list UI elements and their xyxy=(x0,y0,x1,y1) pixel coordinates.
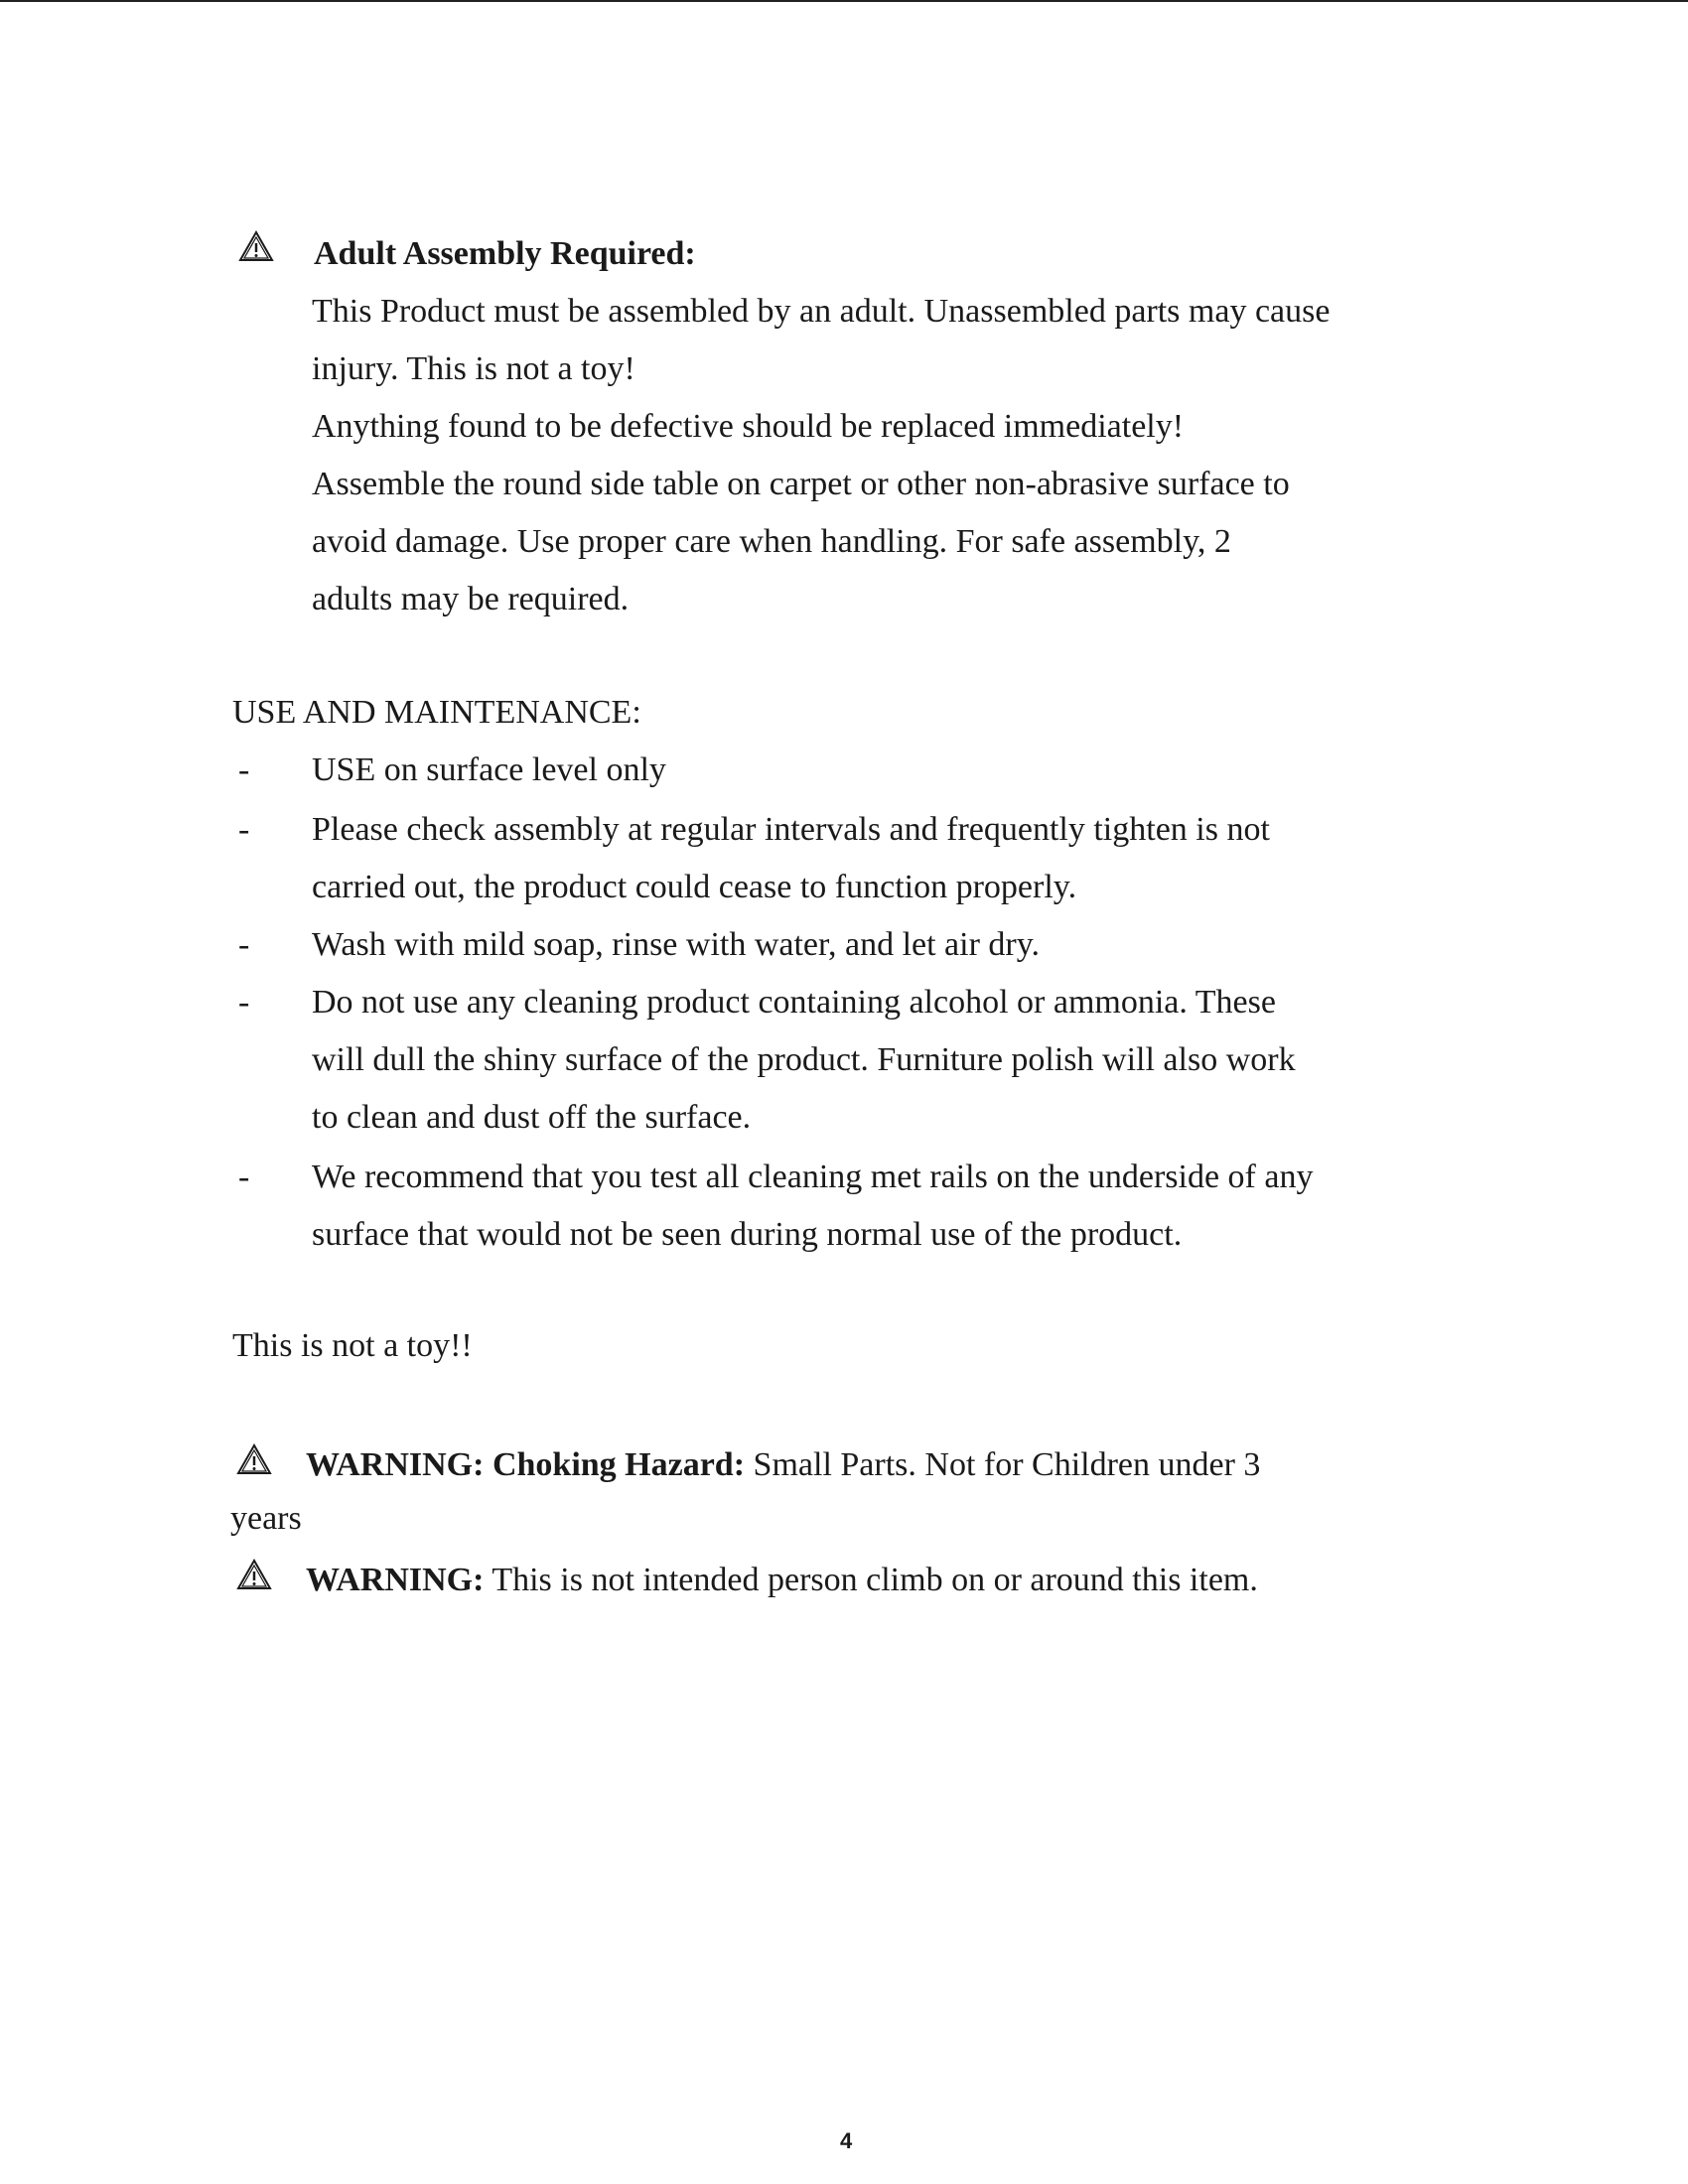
choking-warning xyxy=(306,1445,1260,1485)
list-bullet: - xyxy=(238,751,250,788)
list-item: Please check assembly at regular intervals and frequently tighten is not xyxy=(312,811,1270,848)
assembly-line: Anything found to be defective should be replaced immediately! xyxy=(312,408,1185,445)
list-item-continuation: carried out, the product could cease to function properly. xyxy=(312,869,1077,905)
assembly-line: adults may be required. xyxy=(312,581,630,617)
list-bullet: - xyxy=(238,984,250,1021)
climb-warning xyxy=(306,1561,1258,1600)
warning-triangle-icon xyxy=(236,1559,272,1590)
choking-warning-continuation: years xyxy=(230,1500,302,1537)
list-bullet: - xyxy=(238,811,250,848)
list-item-continuation: surface that would not be seen during normal use of the product. xyxy=(312,1216,1183,1253)
choking-warning-text: Small Parts. Not for Children under 3 xyxy=(753,1446,1261,1483)
warning-triangle-icon xyxy=(238,230,274,262)
list-bullet: - xyxy=(238,926,250,963)
list-item: USE on surface level only xyxy=(312,751,666,788)
list-item: We recommend that you test all cleaning met rails on the underside of any xyxy=(312,1159,1314,1195)
list-item-continuation: will dull the shiny surface of the product. Furniture polish will also work xyxy=(312,1041,1296,1078)
top-rule xyxy=(0,0,1688,2)
warning-label: WARNING: xyxy=(306,1562,485,1598)
assembly-line: injury. This is not a toy! xyxy=(312,350,635,387)
list-item-continuation: to clean and dust off the surface. xyxy=(312,1099,752,1136)
choking-hazard-label: Choking Hazard: xyxy=(492,1446,746,1483)
list-item: Wash with mild soap, rinse with water, and let air dry. xyxy=(312,926,1041,963)
assembly-line: This Product must be assembled by an adult. Unassembled parts may cause xyxy=(312,293,1331,330)
warning-triangle-icon xyxy=(236,1443,272,1475)
maintenance-heading: USE AND MAINTENANCE: xyxy=(232,694,641,731)
list-item: Do not use any cleaning product containing alcohol or ammonia. These xyxy=(312,984,1276,1021)
not-a-toy-note: This is not a toy!! xyxy=(232,1327,473,1364)
assembly-line: Assemble the round side table on carpet or other non-abrasive surface to xyxy=(312,466,1290,502)
climb-warning-text: This is not intended person climb on or around this item. xyxy=(492,1562,1258,1598)
assembly-heading: Adult Assembly Required: xyxy=(314,235,696,272)
page-number: 4 xyxy=(840,2128,853,2153)
warning-label: WARNING: xyxy=(306,1446,485,1483)
assembly-line: avoid damage. Use proper care when handling. For safe assembly, 2 xyxy=(312,523,1231,560)
list-bullet: - xyxy=(238,1159,250,1195)
